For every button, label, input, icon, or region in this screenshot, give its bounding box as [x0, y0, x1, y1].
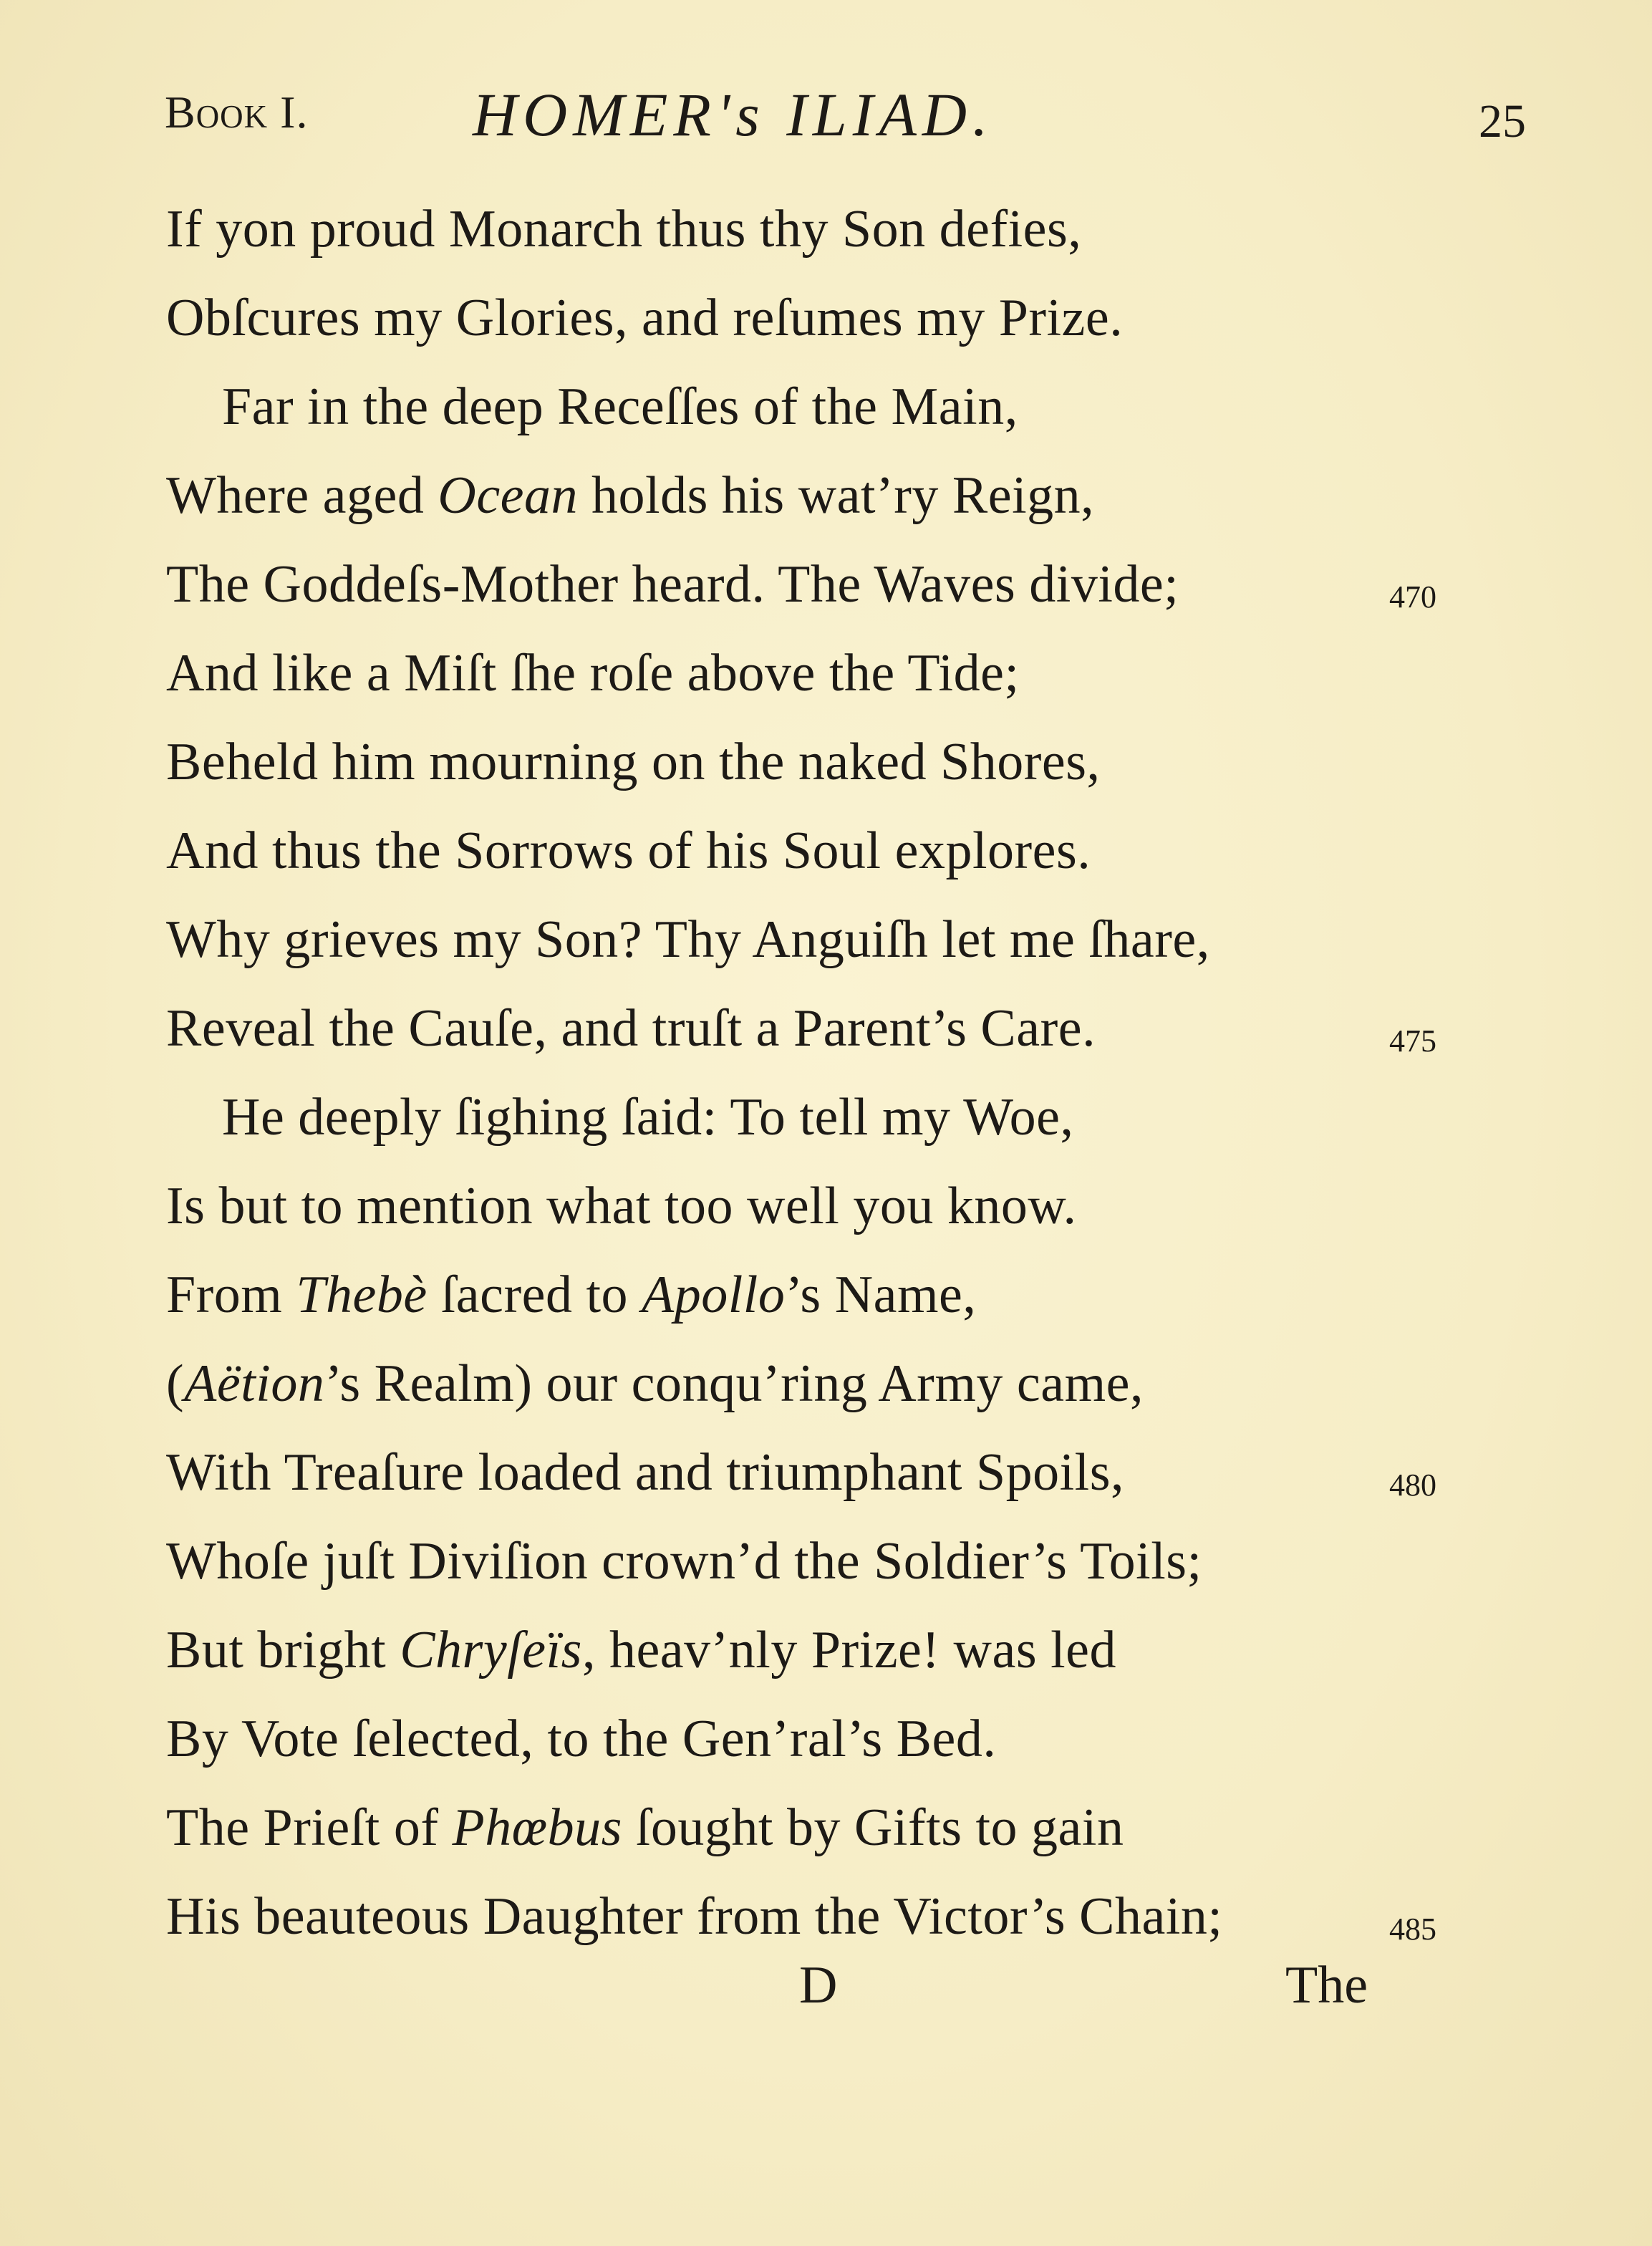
verse-line: (Aëtion’s Realm) our conqu’ring Army came, — [166, 1354, 1144, 1413]
verse-line: Beheld him mourning on the naked Shores, — [166, 733, 1101, 791]
line-number: 480 — [1389, 1467, 1436, 1503]
verse-line: Reveal the Cauſe, and truſt a Parent’s Care. — [166, 999, 1096, 1058]
verse-line: Is but to mention what too well you know. — [166, 1177, 1077, 1235]
line-number: 475 — [1389, 1023, 1436, 1059]
verse-line: Why grieves my Son? Thy Anguiſh let me ſhare, — [166, 910, 1210, 969]
verse-line: But bright Chryſeïs, heav’nly Prize! was led — [166, 1621, 1117, 1679]
verse-line: And like a Miſt ſhe roſe above the Tide; — [166, 644, 1020, 703]
verse-line: Far in the deep Receſſes of the Main, — [222, 377, 1018, 436]
verse-line: His beauteous Daughter from the Victor’s Chain; — [166, 1887, 1223, 1946]
signature-mark: D — [799, 1956, 838, 2015]
verse-line: Obſcures my Glories, and reſumes my Prize. — [166, 289, 1124, 347]
verse-line: He deeply ſighing ſaid: To tell my Woe, — [222, 1088, 1074, 1147]
running-header — [0, 79, 1652, 158]
verse-line: Whoſe juſt Diviſion crown’d the Soldier’s Toils; — [166, 1532, 1202, 1591]
verse-line: And thus the Sorrows of his Soul explores. — [166, 821, 1091, 880]
verse-line: The Goddeſs-Mother heard. The Waves divide; — [166, 555, 1179, 614]
line-number: 485 — [1389, 1912, 1436, 1947]
line-number: 470 — [1389, 579, 1436, 614]
book-label: Book I. — [165, 87, 309, 138]
page-number: 25 — [1479, 95, 1526, 148]
verse-line: With Treaſure loaded and triumphant Spoils, — [166, 1443, 1125, 1502]
verse-line: The Prieſt of Phœbus ſought by Gifts to gain — [166, 1798, 1124, 1857]
verse-line: By Vote ſelected, to the Gen’ral’s Bed. — [166, 1710, 997, 1768]
verse-line: If yon proud Monarch thus thy Son defies, — [166, 200, 1082, 259]
verse-line: From Thebè ſacred to Apollo’s Name, — [166, 1266, 977, 1324]
running-title: HOMER's ILIAD. — [473, 80, 994, 149]
catchword: The — [1285, 1956, 1368, 2015]
verse-line: Where aged Ocean holds his wat’ry Reign, — [166, 466, 1095, 525]
